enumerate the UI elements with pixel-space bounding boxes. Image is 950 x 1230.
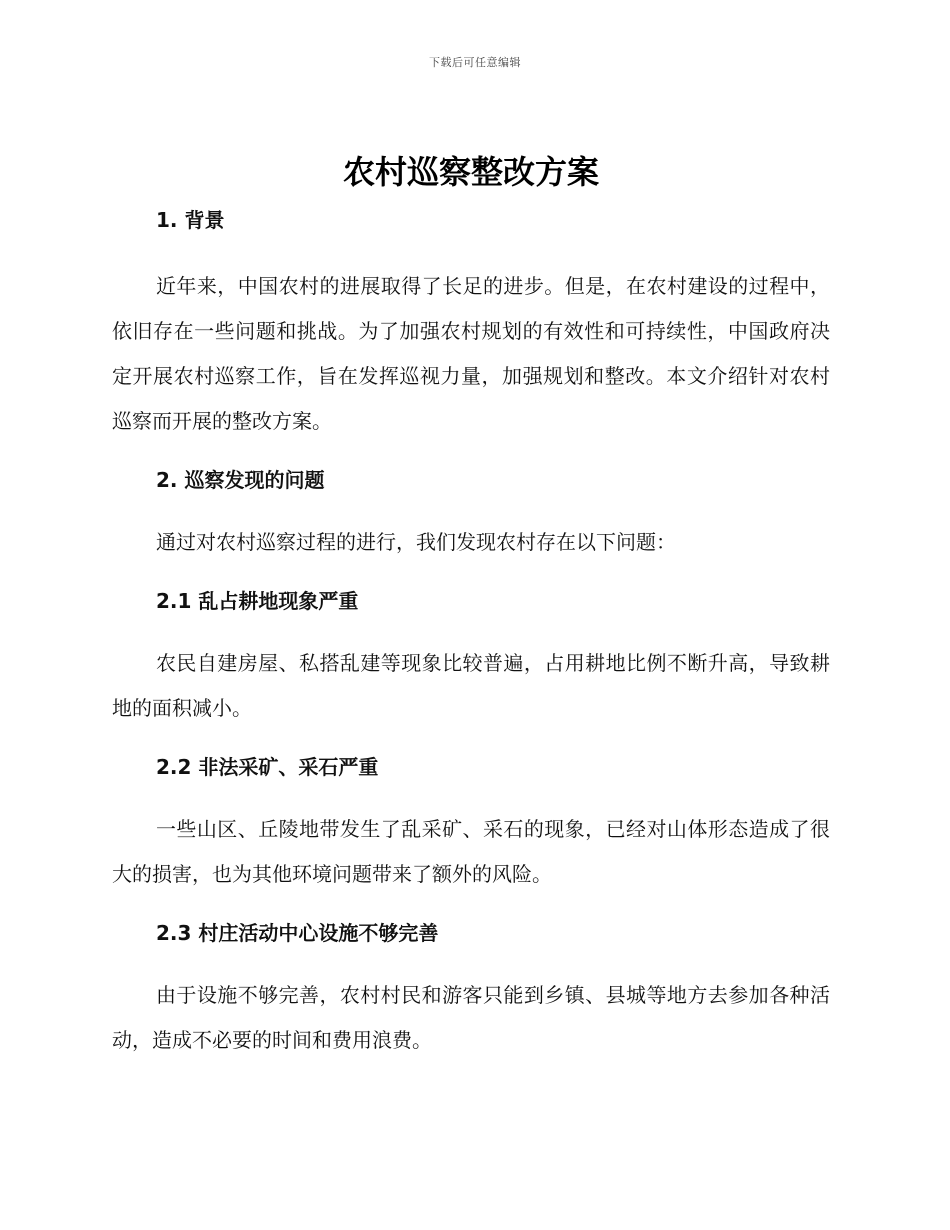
paragraph-problems-intro: 通过对农村巡察过程的进行，我们发现农村存在以下问题： xyxy=(156,530,676,554)
paragraph-mining: 一些山区、丘陵地带发生了乱采矿、采石的现象，已经对山体形态造成了很大的损害，也为其他环境问题带来了额外的风险。 xyxy=(112,817,830,886)
section-heading-problems: 2. 巡察发现的问题 xyxy=(156,468,325,492)
section-heading-mining: 2.2 非法采矿、采石严重 xyxy=(156,755,379,779)
paragraph-farmland: 农民自建房屋、私搭乱建等现象比较普遍，占用耕地比例不断升高，导致耕地的面积减小。 xyxy=(112,651,830,720)
document-title: 农村巡察整改方案 xyxy=(342,153,599,191)
section-heading-farmland: 2.1 乱占耕地现象严重 xyxy=(156,589,359,613)
header-note: 下载后可任意编辑 xyxy=(429,56,521,69)
paragraph-facilities: 由于设施不够完善，农村村民和游客只能到乡镇、县城等地方去参加各种活动，造成不必要的时间和费用浪费。 xyxy=(112,983,830,1052)
document-body xyxy=(112,150,830,1063)
section-heading-background: 1. 背景 xyxy=(156,208,225,232)
paragraph-background: 近年来，中国农村的进展取得了长足的进步。但是，在农村建设的过程中，依旧存在一些问题和挑战。为了加强农村规划的有效性和可持续性，中国政府决定开展农村巡察工作，旨在发挥巡视力量，加强规划和整改。本文介绍针对农村巡察而开展的整改方案。 xyxy=(112,274,830,433)
section-heading-facilities: 2.3 村庄活动中心设施不够完善 xyxy=(156,921,439,945)
